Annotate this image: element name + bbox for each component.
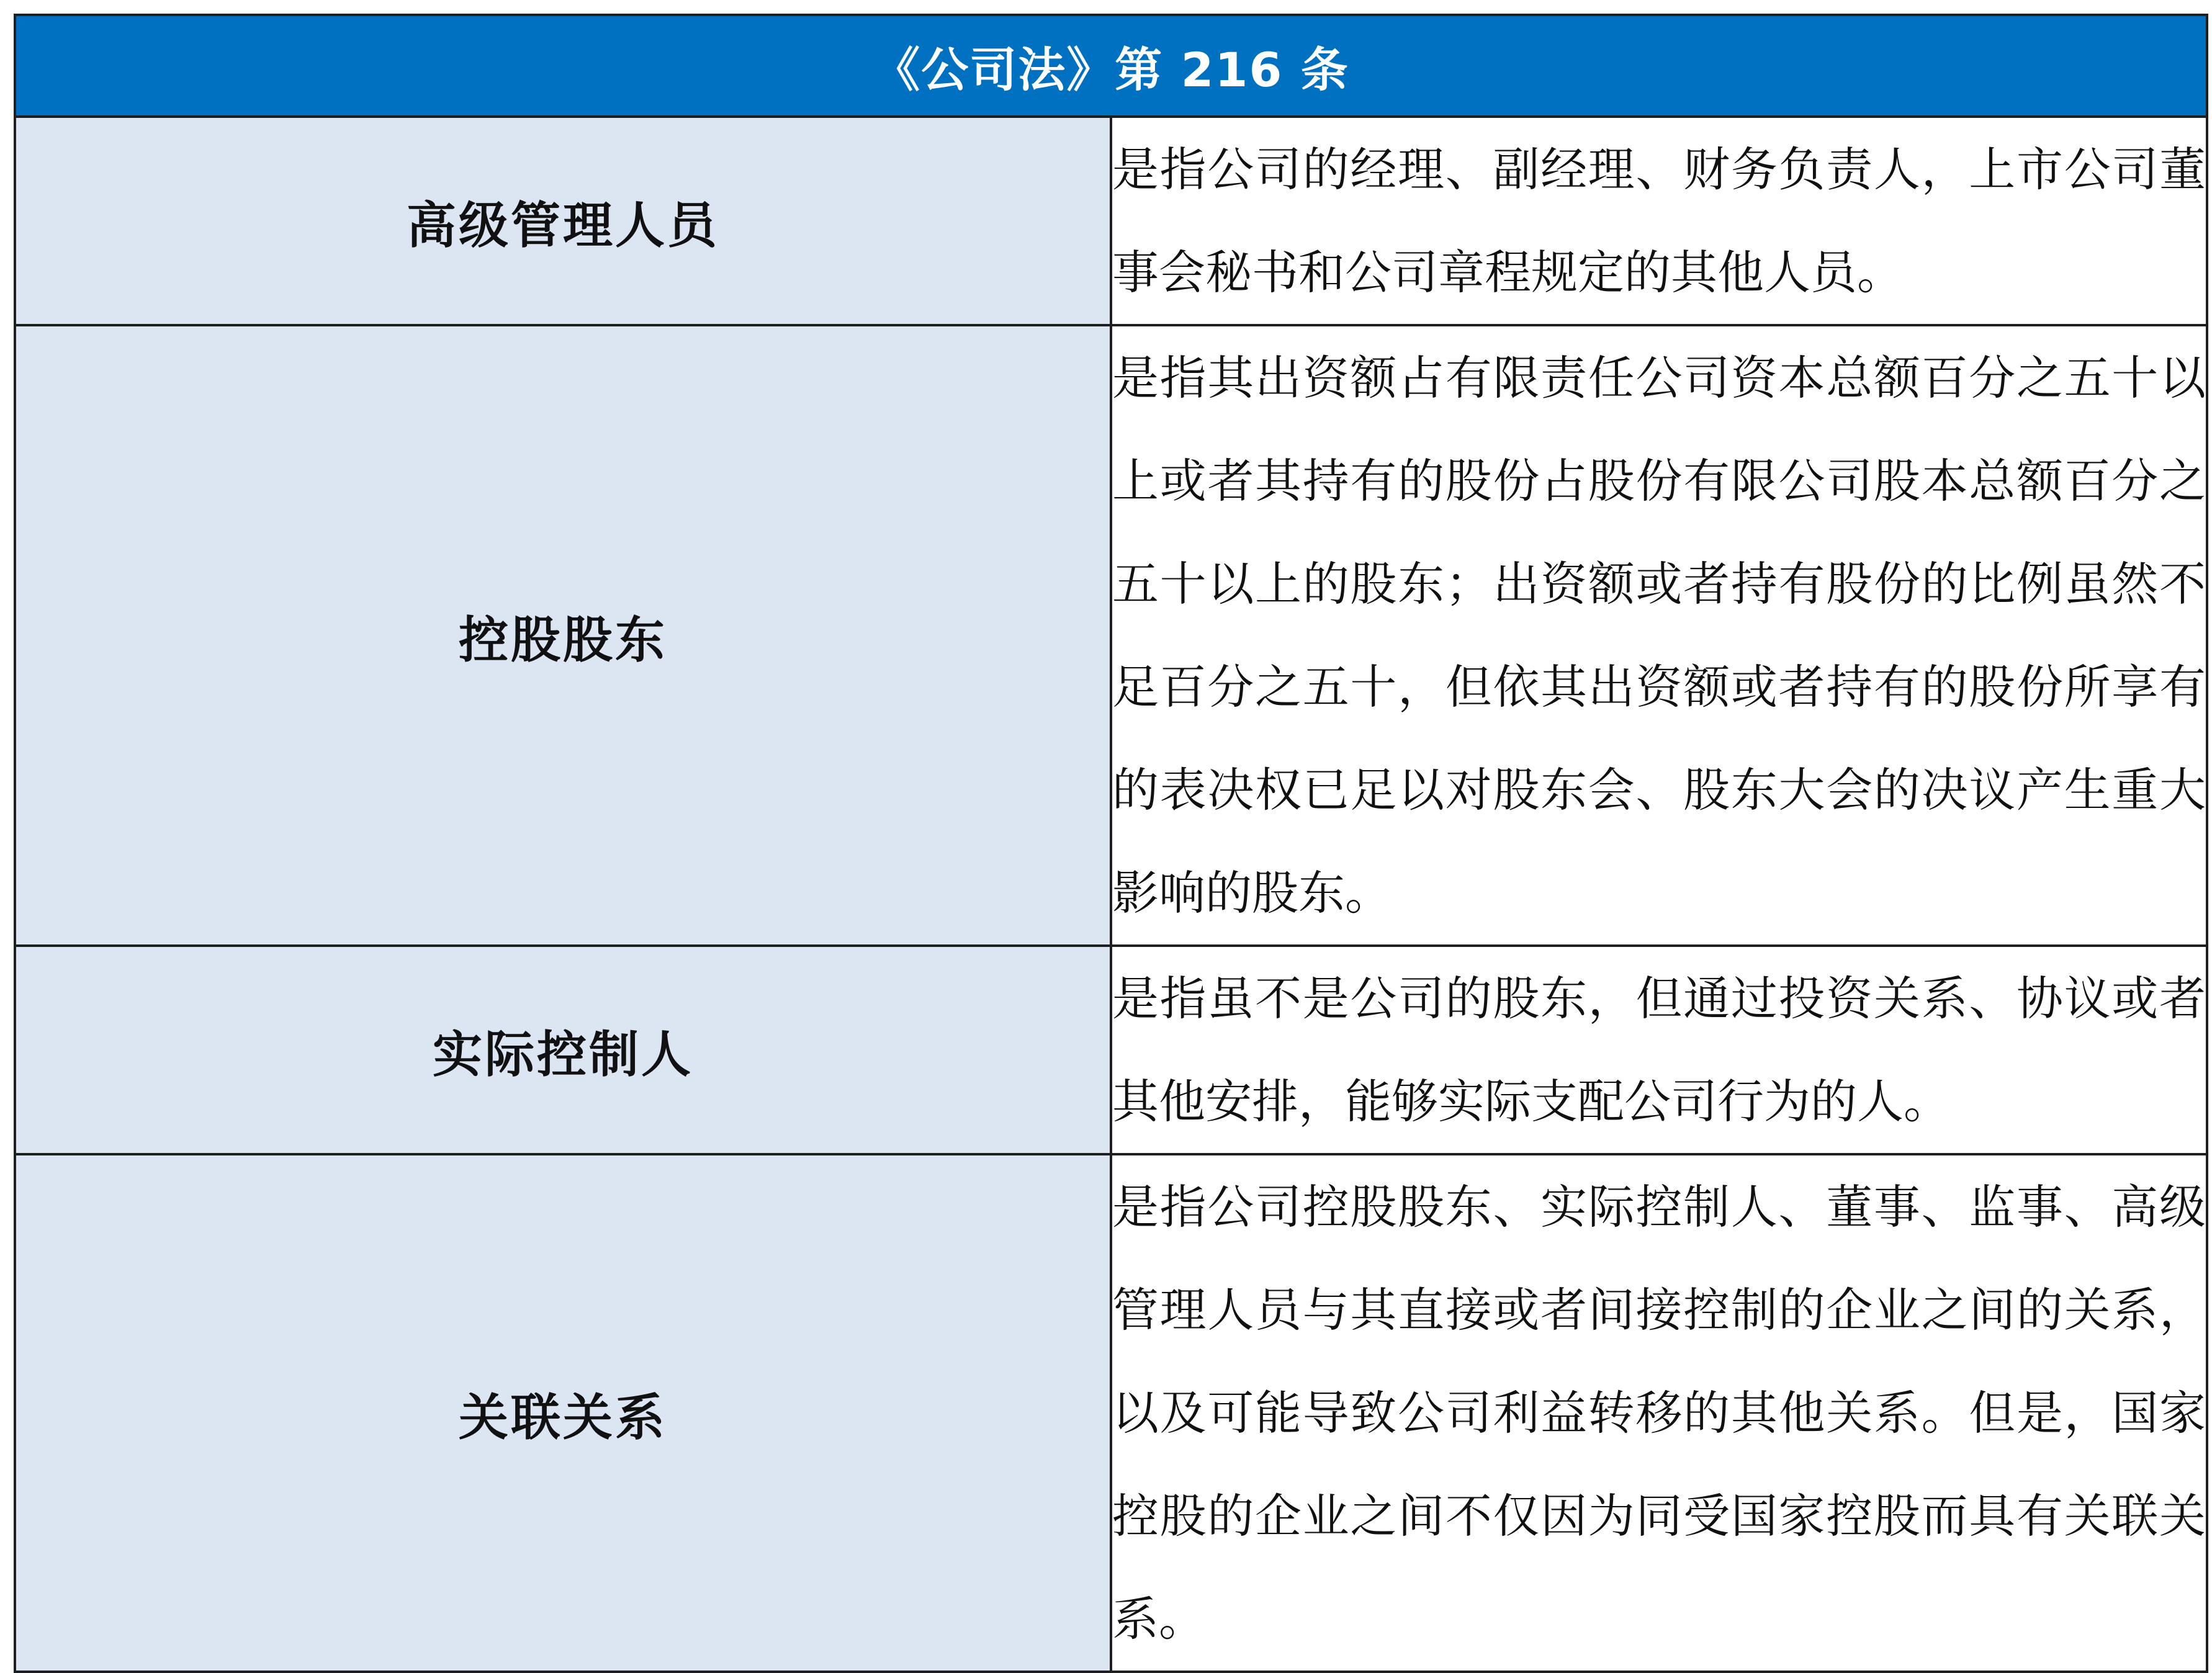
term-senior-management: 高级管理人员 xyxy=(15,117,1111,325)
definition-related-relationship: 是指公司控股股东、实际控制人、董事、监事、高级管理人员与其直接或者间接控制的企业之间的关系，以及可能导致公司利益转移的其他关系。但是，国家控股的企业之间不仅因为同受国家控股而具有关联关系。 xyxy=(1111,1154,2207,1672)
table-row xyxy=(15,325,2207,946)
table-row xyxy=(15,117,2207,325)
term-actual-controller: 实际控制人 xyxy=(15,946,1111,1154)
definition-actual-controller: 是指虽不是公司的股东，但通过投资关系、协议或者其他安排，能够实际支配公司行为的人。 xyxy=(1111,946,2207,1154)
table-title: 《公司法》第 216 条 xyxy=(15,15,2207,117)
definition-controlling-shareholder: 是指其出资额占有限责任公司资本总额百分之五十以上或者其持有的股份占股份有限公司股本总额百分之五十以上的股东；出资额或者持有股份的比例虽然不足百分之五十，但依其出资额或者持有的股份所享有的表决权已足以对股东会、股东大会的决议产生重大影响的股东。 xyxy=(1111,325,2207,946)
table-row xyxy=(15,1154,2207,1672)
table-header-row xyxy=(15,15,2207,117)
table-row xyxy=(15,946,2207,1154)
definition-senior-management: 是指公司的经理、副经理、财务负责人，上市公司董事会秘书和公司章程规定的其他人员。 xyxy=(1111,117,2207,325)
term-controlling-shareholder: 控股股东 xyxy=(15,325,1111,946)
term-related-relationship: 关联关系 xyxy=(15,1154,1111,1672)
definitions-table xyxy=(14,14,2208,1673)
